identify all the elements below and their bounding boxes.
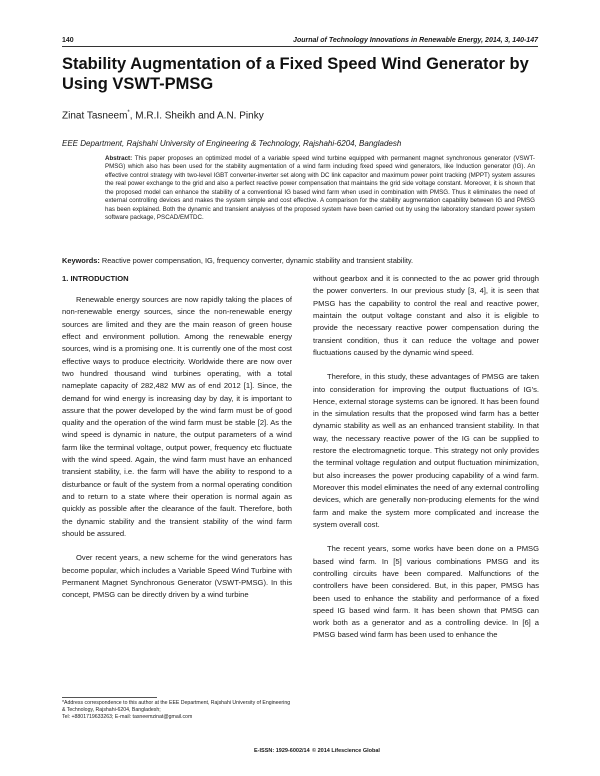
paper-title: Stability Augmentation of a Fixed Speed Wind Generator by Using VSWT-PMSG	[62, 55, 529, 93]
affiliation: EEE Department, Rajshahi University of Engineering & Technology, Rajshahi-6204, Bangladesh	[62, 139, 402, 148]
page-number: 140	[62, 37, 74, 44]
other-authors: , M.R.I. Sheikh and A.N. Pinky	[129, 110, 264, 122]
paragraph: Therefore, in this study, these advantages of PMSG are taken into consideration for improving the output fluctuations of IG's. Hence, external storage systems can be ignored. It has been found in the simulation results that the proposed wind farm has a better dynamic stability as well as an enhanced transient stability. In that way, the necessary reactive power of the IG can be supplied to restore the electromagnetic torque. This strategy not only provides the terminal voltage regulation and output fluctuation minimization, but also increases the power producing capability of a wind farm. Moreover this model eliminates the need of any external controlling devices, which are generally non-producing elements for the wind farm and make the system more complicated and increase the system overall cost.	[313, 372, 539, 529]
header-rule	[62, 46, 538, 47]
right-column	[313, 273, 539, 642]
left-column	[62, 294, 292, 602]
keywords-label: Keywords:	[62, 256, 100, 265]
corresponding-mark: *	[127, 110, 130, 116]
abstract-text: This paper proposes an optimized model of a variable speed wind turbine equipped with permanent magnet synchronous generator (VSWT-PMSG) which also has been used for the stability augmentation of a wind farm including fixed speed wind generators, like Induction generator (IG). An effective control strategy with two-level IGBT converter-inverter set along with DC link capacitor and maximum power point tracking (MPPT) system assures the real power exchange to the grid and also a perfect reactive power compensation that maintains the grid side voltage constant. Moreover, it is shown that the proposed model can enhance the stability of a conventional IG based wind farm when used in combination with PMSG. Thus it eliminates the need of external controlling devices and makes the system simple and cost effective. A comparison for the stability augmentation capability between IG and PMSG has been explained. Both the dynamic and transient analyses of the proposed system have been carried out by using the laboratory standard power system software package, PSCAD/EMTDC.	[105, 155, 535, 222]
abstract	[105, 155, 535, 223]
footnote-contact: Tel: +8801719633263; E-mail: tasneemzinat@gmail.com	[62, 714, 193, 721]
footnote-address: *Address correspondence to this author at the EEE Department, Rajshahi University of Engineering & Technology, Rajshahi-6204, Bangladesh;	[62, 700, 291, 714]
paragraph: The recent years, some works have been done on a PMSG based wind farm. In [5] various combinations PMSG and its controlling circuits have been compared. Malfunctions of the controllers have been considered. But, in this paper, PMSG has been used to enhance the stability and performance of a fixed speed IG based wind farm. It has been shown that PMSG can work both as a generator and as a controlling device. In [6] a PMSG based wind farm has been used to enhance the	[313, 544, 539, 640]
authors	[62, 110, 264, 121]
keywords-text: Reactive power compensation, IG, frequency converter, dynamic stability and transient stability.	[101, 256, 414, 265]
footnote	[62, 700, 292, 722]
paragraph: without gearbox and it is connected to the ac power grid through the power converters. In our previous study [3, 4], it is seen that PMSG has the capability to control the real and reactive power, maintain the output voltage constant and also it is eligible to provide the necessary reactive power compensation during the transient condition, thus it can reduce the voltage and power fluctuations caused by the dynamic wind speed.	[313, 274, 539, 357]
copyright: © 2014 Lifescience Global	[312, 748, 380, 754]
journal-citation: Journal of Technology Innovations in Renewable Energy, 2014, 3, 140-147	[293, 37, 538, 44]
abstract-label: Abstract:	[105, 155, 133, 162]
section-heading: 1. INTRODUCTION	[62, 274, 129, 283]
keywords	[62, 256, 542, 265]
issn: E-ISSN: 1929-6002/14	[254, 748, 310, 754]
footnote-rule	[62, 697, 157, 698]
paragraph: Renewable energy sources are now rapidly taking the places of non-renewable energy sources, since the non-renewable energy sources are limited and they are the main reason of green house effect and environment pollution. Among the renewable energy sources, wind is a promising one. It is currently one of the most cost effective ways to produce electricity. Worldwide there are now over two hundred thousand wind turbines operating, with a total nameplate capacity of 282,482 MW as of end 2012 [1]. Since, the demand for wind energy is increasing day by day, it is important to assure that the power developed by the wind farm must be of good quality and the operation of the wind farm must be stable [2]. As the wind speed is dynamic in nature, the output parameters of a wind farm like the terminal voltage, output power, frequency etc fluctuate with the wind speed. Again, the wind farm must have an enhanced transient stability, i.e. the farm will have the ability to respond to a disturbance or fault of the system from a normal operating condition and to return to a state where their operation is normal again as quickly as possible after the clearance of the fault. Therefore, both the dynamic stability and the transient stability of the wind farm should be assured.	[62, 295, 292, 538]
first-author: Zinat Tasneem	[62, 110, 128, 122]
paragraph: Over recent years, a new scheme for the wind generators has become popular, which includes a Variable Speed Wind Turbine with Permanent Magnet Synchronous Generator (VSWT-PMSG). In this concept, PMSG can be directly driven by a wind turbine	[62, 553, 292, 600]
